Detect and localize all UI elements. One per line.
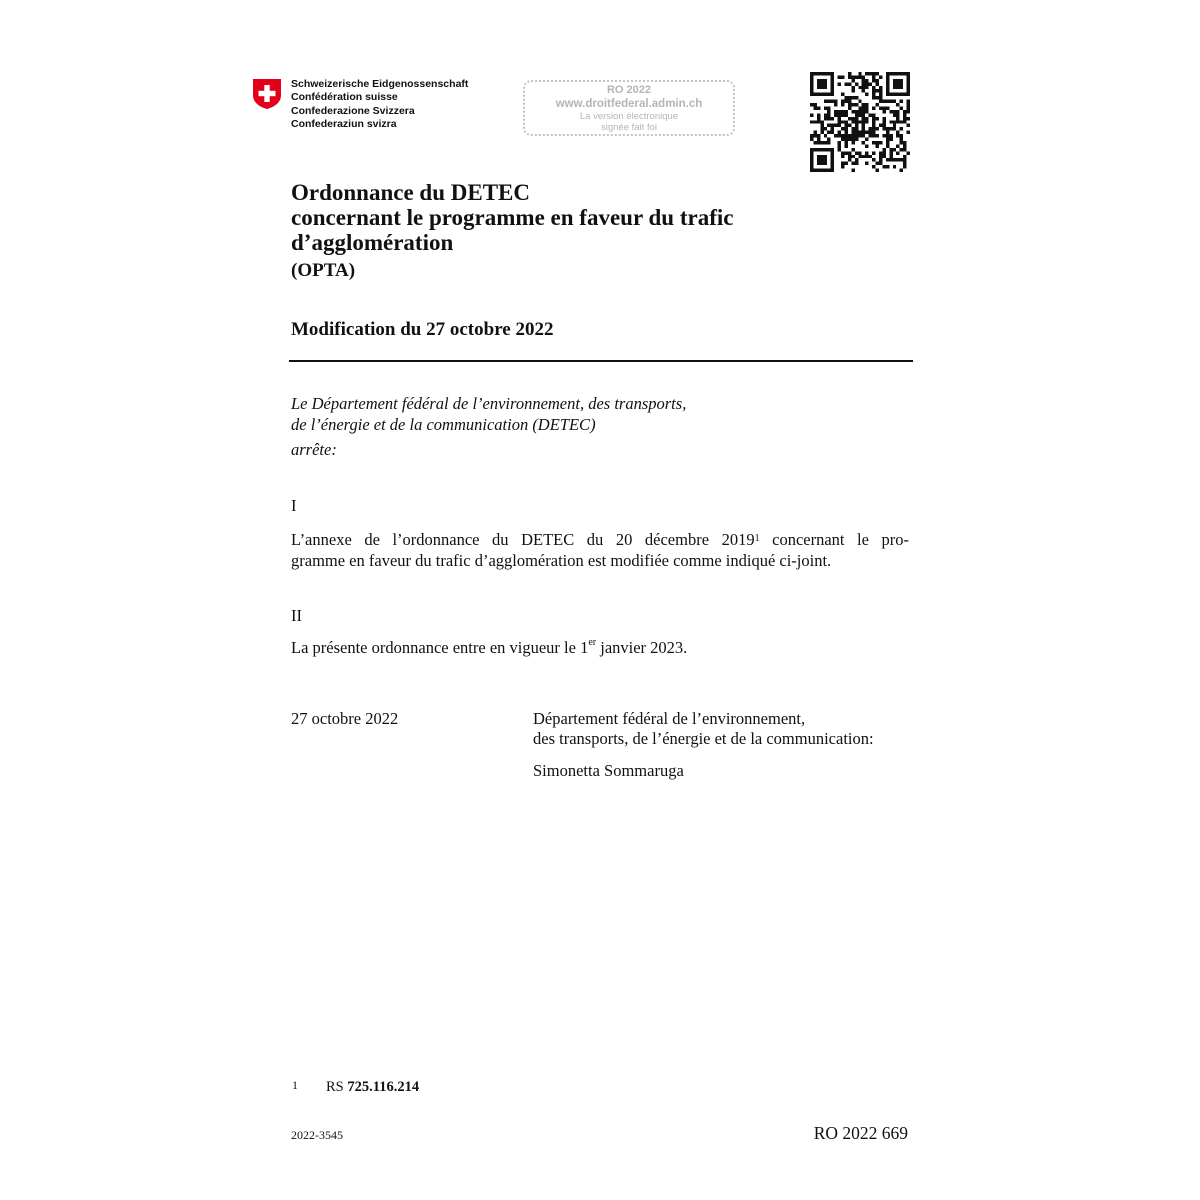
confederation-name-de: Schweizerische Eidgenossenschaft [291,78,469,90]
section-1-paragraph [291,529,909,571]
confederation-name-rm: Confederaziun svizra [291,117,397,130]
ordinal-superscript: er [588,637,597,648]
preamble [291,393,686,435]
section-1-line-2: gramme en faveur du trafic d’agglomération est modifiée comme indiqué ci-joint. [291,551,832,570]
confederation-names [291,78,468,131]
title-abbreviation: (OPTA) [291,260,356,281]
section-1-text-start: L’annexe de l’ordonnance du DETEC du 20 décembre 2019 [291,530,755,549]
footnote-reference-1: 1 [754,533,760,544]
official-collection-reference: RO 2022 669 [813,1123,908,1143]
document-number: 2022-3545 [291,1128,343,1142]
footnote-prefix: RS [326,1079,348,1095]
department-line-1: Département fédéral de l’environnement, [533,709,806,728]
section-2-text-end: janvier 2023. [596,638,688,657]
section-1-line-1 [291,529,909,550]
footnote-text [326,1079,419,1096]
section-number-2: II [291,606,302,625]
section-2-text-start: La présente ordonnance entre en vigueur le 1 [291,638,589,657]
confederation-name-fr: Confédération suisse [291,91,398,104]
stamp-note-1: La version électronique [579,111,679,122]
preamble-line-1: Le Département fédéral de l’environnement, des transports, [291,394,687,413]
title-line-2: concernant le programme en faveur du trafic [291,205,734,230]
section-number-1: I [291,496,297,515]
swiss-flag-icon [252,78,282,110]
qr-code-icon [810,72,910,172]
signer-name: Simonetta Sommaruga [533,761,684,780]
electronic-version-stamp [523,80,735,136]
modification-date-heading: Modification du 27 octobre 2022 [291,319,554,340]
footnote-number: 1 [292,1078,298,1092]
section-2-paragraph [291,638,687,658]
preamble-line-2: de l’énergie et de la communication (DETEC) [291,415,596,434]
footnote-reference: 725.116.214 [347,1079,420,1095]
stamp-note-2: signée fait foi [601,122,657,133]
title-divider [289,360,913,362]
stamp-website: www.droitfederal.admin.ch [555,98,703,110]
department-line-2: des transports, de l’énergie et de la communication: [533,729,874,748]
document-title [291,180,733,255]
section-1-text-end: concernant le pro- [759,530,909,549]
confederation-name-it: Confederazione Svizzera [291,104,415,117]
title-line-1: Ordonnance du DETEC [291,180,531,205]
signing-department [533,709,874,749]
preamble-decree: arrête: [291,440,337,459]
title-line-3: d’agglomération [291,230,454,255]
signature-date: 27 octobre 2022 [291,709,399,728]
stamp-ro-year: RO 2022 [606,84,652,96]
